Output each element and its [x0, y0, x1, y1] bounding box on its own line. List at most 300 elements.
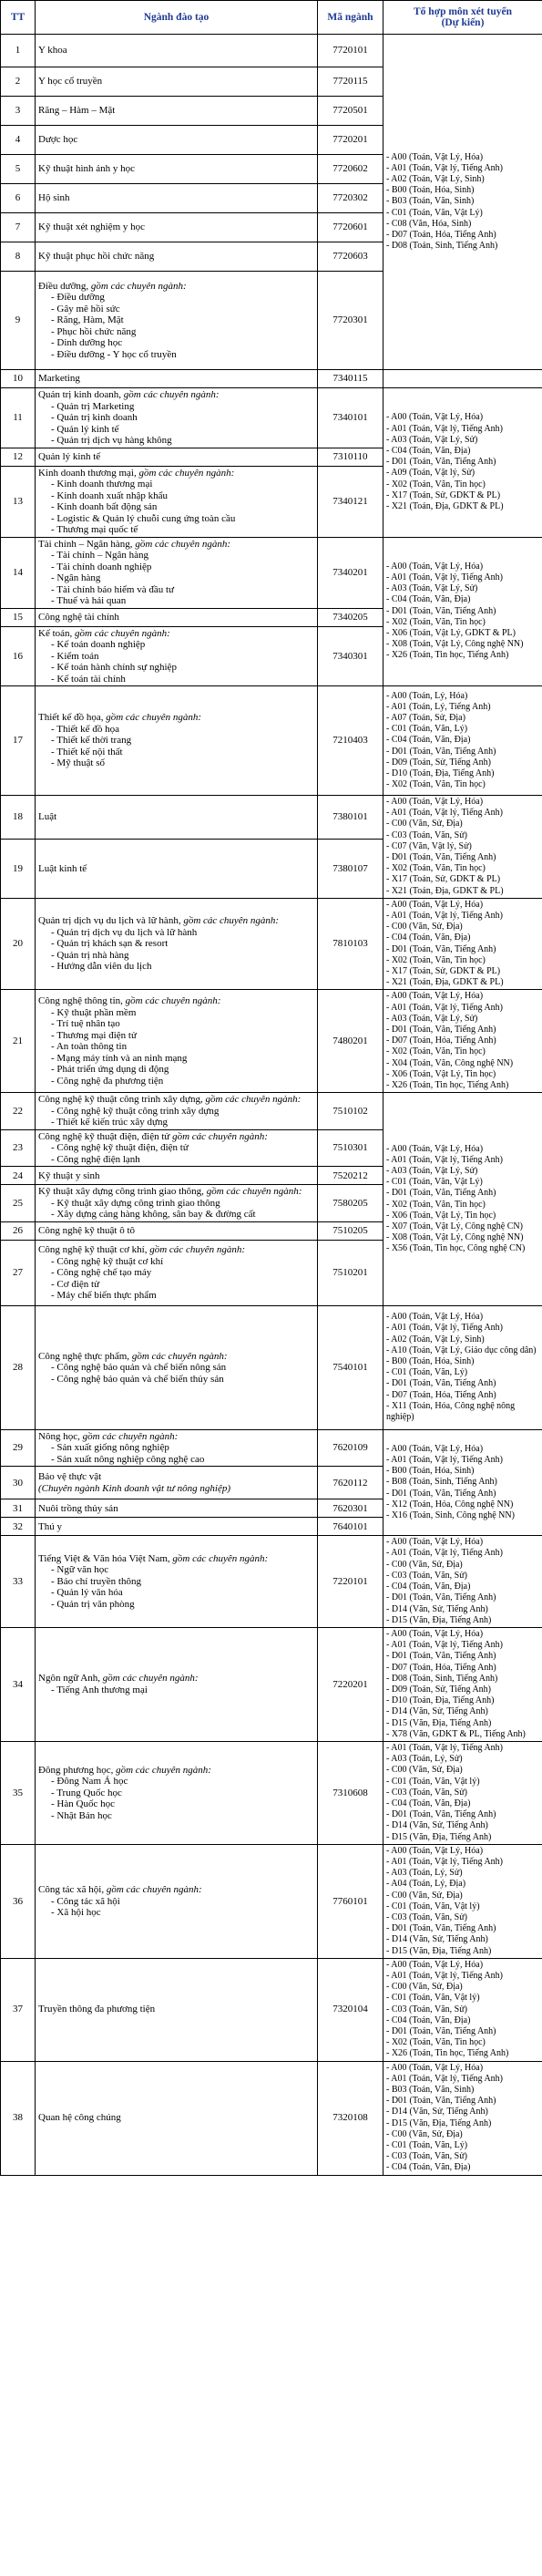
program-cell	[36, 35, 318, 67]
row-number: 20	[1, 898, 36, 990]
program-title-line	[38, 612, 314, 623]
program-cell	[36, 126, 318, 155]
program-cell	[36, 370, 318, 388]
specialization-item: - Công nghệ chế tạo máy	[38, 1267, 314, 1279]
program-cell	[36, 1167, 318, 1185]
row-number: 19	[1, 840, 36, 898]
program-title-line	[38, 1186, 314, 1198]
specialization-item: - Thương mại điện tử	[38, 1030, 314, 1042]
specialization-item: - Gây mê hồi sức	[38, 304, 314, 315]
specialization-item: - Hàn Quốc học	[38, 1798, 314, 1810]
program-title-line	[38, 1431, 314, 1443]
program-title-line	[38, 1553, 314, 1565]
program-code: 7380101	[318, 796, 383, 840]
program-code: 7520212	[318, 1167, 383, 1185]
specialization-item: - Nhật Bản học	[38, 1810, 314, 1822]
row-number: 15	[1, 608, 36, 626]
subject-combinations: - A00 (Toán, Vật Lý, Hóa) - A01 (Toán, Vật lý, Tiếng Anh) - B00 (Toán, Hóa, Sinh) - B08 (Toán, Sinh, Tiếng Anh) - D01 (Toán, Văn, Tiếng Anh) - X12 (Toán, Hóa, Công nghệ NN) - X16 (Toán, Sinh, Công nghệ NN)	[383, 1429, 542, 1536]
specialization-item: - Điều dưỡng	[38, 292, 314, 304]
specialization-item: - Ngữ văn học	[38, 1564, 314, 1576]
specialization-item: - Kinh doanh bất động sản	[38, 501, 314, 513]
row-number: 23	[1, 1129, 36, 1167]
program-code: 7760101	[318, 1844, 383, 1958]
specialization-item: - Thiết kế thời trang	[38, 735, 314, 747]
program-cell	[36, 1627, 318, 1741]
program-subtitle: gồm các chuyên ngành:	[106, 712, 202, 724]
program-code: 7480201	[318, 990, 383, 1093]
specialization-item: - Thiết kế kiến trúc xây dựng	[38, 1117, 314, 1128]
table-row	[1, 1305, 542, 1429]
specialization-item: - Sản xuất nông nghiệp công nghệ cao	[38, 1454, 314, 1466]
subject-combinations: - A00 (Toán, Vật Lý, Hóa) - A01 (Toán, Vật lý, Tiếng Anh) - C00 (Văn, Sử, Địa) - C03 (Toán, Văn, Sử) - C04 (Toán, Văn, Địa) - D01 (Toán, Văn, Tiếng Anh) - D14 (Văn, Sử, Tiếng Anh) - D15 (Văn, Địa, Tiếng Anh)	[383, 1536, 542, 1628]
row-number: 38	[1, 2061, 36, 2175]
program-title-line	[38, 995, 314, 1007]
row-number: 35	[1, 1741, 36, 1844]
program-cell	[36, 1221, 318, 1240]
program-cell	[36, 388, 318, 448]
subject-combinations: - A00 (Toán, Lý, Hóa) - A01 (Toán, Lý, Tiếng Anh) - A07 (Toán, Sử, Địa) - C01 (Toán, Văn, Lý) - C04 (Toán, Văn, Địa) - D01 (Toán, Văn, Tiếng Anh) - D09 (Toán, Sử, Tiếng Anh) - D10 (Toán, Địa, Tiếng Anh) - X02 (Toán, Văn, Tin học)	[383, 686, 542, 796]
row-number: 22	[1, 1093, 36, 1130]
table-row	[1, 1741, 542, 1844]
program-cell	[36, 1741, 318, 1844]
program-title: Kỹ thuật xét nghiệm y học	[38, 222, 146, 233]
specialization-item: - Thương mại quốc tế	[38, 524, 314, 536]
program-subtitle: gồm các chuyên ngành:	[82, 1430, 179, 1442]
specialization-item: - Điều dưỡng - Y học cổ truyền	[38, 349, 314, 361]
program-title: Kế toán,	[38, 627, 76, 639]
program-title: Quan hệ công chúng	[38, 2112, 121, 2124]
program-code: 7720302	[318, 184, 383, 213]
program-title-line	[38, 1884, 314, 1896]
program-title-line	[38, 76, 314, 88]
row-number: 10	[1, 370, 36, 388]
specialization-item: - Thiết kế đồ họa	[38, 724, 314, 736]
row-number: 34	[1, 1627, 36, 1741]
specialization-item: - Xây dựng cảng hàng không, sân bay & đường cất	[38, 1209, 314, 1221]
program-cell	[36, 1185, 318, 1222]
program-subtitle: gồm các chuyên ngành:	[123, 389, 220, 400]
program-subtitle: gồm các chuyên ngành:	[125, 995, 221, 1007]
specialization-item: - Quản trị khách sạn & resort	[38, 938, 314, 950]
row-number: 18	[1, 796, 36, 840]
program-title-line	[38, 1170, 314, 1182]
program-cell	[36, 840, 318, 898]
program-code: 7340205	[318, 608, 383, 626]
program-code: 7510201	[318, 1240, 383, 1305]
program-code: 7720201	[318, 126, 383, 155]
subject-combinations: - A00 (Toán, Vật Lý, Hóa) - A01 (Toán, Vật lý, Tiếng Anh) - C00 (Văn, Sử, Địa) - C04 (Toán, Văn, Địa) - D01 (Toán, Văn, Tiếng Anh) - X02 (Toán, Văn, Tin học) - X17 (Toán, Sử, GDKT & PL) - X21 (Toán, Địa, GDKT & PL)	[383, 898, 542, 990]
specialization-item: - Kế toán doanh nghiệp	[38, 639, 314, 651]
row-number: 4	[1, 126, 36, 155]
row-number: 27	[1, 1240, 36, 1305]
table-row	[1, 796, 542, 840]
program-title-line	[38, 712, 314, 724]
program-title: Kỹ thuật phục hồi chức năng	[38, 251, 155, 263]
program-title-line	[38, 2004, 314, 2015]
program-title: Thú y	[38, 1520, 62, 1532]
specialization-item: - Quản trị kinh doanh	[38, 412, 314, 424]
program-title: Quản lý kinh tế	[38, 450, 101, 462]
specialization-item: - Kiểm toán	[38, 651, 314, 663]
row-number: 9	[1, 272, 36, 370]
program-cell	[36, 2061, 318, 2175]
table-row	[1, 370, 542, 388]
program-code: 7220201	[318, 1627, 383, 1741]
table-row	[1, 1536, 542, 1628]
program-title: Y khoa	[38, 45, 67, 57]
program-cell	[36, 242, 318, 272]
table-row	[1, 1627, 542, 1741]
program-cell	[36, 67, 318, 97]
row-number: 33	[1, 1536, 36, 1628]
program-cell	[36, 184, 318, 213]
specialization-item: - Trí tuệ nhân tạo	[38, 1018, 314, 1030]
program-title-line	[38, 1521, 314, 1533]
specialization-item: - Công nghệ kỹ thuật điện, điện tử	[38, 1142, 314, 1154]
program-code: 7640101	[318, 1518, 383, 1536]
specialization-item: - Quản trị Marketing	[38, 401, 314, 413]
specialization-item: - Phục hồi chức năng	[38, 326, 314, 338]
program-cell	[36, 686, 318, 796]
specialization-item: - Kỹ thuật xây dựng công trình giao thông	[38, 1198, 314, 1210]
row-number: 25	[1, 1185, 36, 1222]
specialization-item: - Quản lý văn hóa	[38, 1587, 314, 1599]
program-title: Dược học	[38, 134, 78, 146]
table-row	[1, 1844, 542, 1958]
specialization-item: - Máy chế biến thực phẩm	[38, 1290, 314, 1302]
program-code: 7720601	[318, 213, 383, 242]
table-row	[1, 2061, 542, 2175]
program-title-line	[38, 1471, 314, 1483]
program-subtitle: gồm các chuyên ngành:	[106, 1884, 202, 1896]
program-code: 7720602	[318, 155, 383, 184]
row-number: 29	[1, 1429, 36, 1467]
table-row	[1, 1429, 542, 1467]
program-cell	[36, 272, 318, 370]
row-number: 32	[1, 1518, 36, 1536]
program-code: 7620301	[318, 1499, 383, 1518]
program-code: 7620109	[318, 1429, 383, 1467]
program-title: Điều dưỡng,	[38, 280, 91, 292]
program-title: Kỹ thuật xây dựng công trình giao thông,	[38, 1186, 207, 1198]
specialization-item: - Kinh doanh xuất nhập khẩu	[38, 490, 314, 502]
program-title-line	[38, 134, 314, 146]
program-title-line	[38, 468, 314, 479]
program-code: 7540101	[318, 1305, 383, 1429]
program-code: 7340201	[318, 537, 383, 608]
program-title: Quản trị dịch vụ du lịch và lữ hành,	[38, 915, 184, 927]
program-title: Công nghệ kỹ thuật điện, điện tử	[38, 1130, 173, 1142]
row-number: 6	[1, 184, 36, 213]
program-title: Truyền thông đa phương tiện	[38, 2004, 156, 2015]
specialization-item: - Dinh dưỡng học	[38, 337, 314, 349]
table-row	[1, 388, 542, 448]
specialization-item: - An toàn thông tin	[38, 1041, 314, 1053]
program-cell	[36, 1536, 318, 1628]
program-subtitle: gồm các chuyên ngành:	[138, 467, 235, 479]
header-tt: TT	[1, 1, 36, 35]
program-code: 7340301	[318, 626, 383, 686]
program-subtitle: gồm các chuyên ngành:	[90, 280, 187, 292]
program-code: 7620112	[318, 1467, 383, 1499]
program-cell	[36, 1240, 318, 1305]
program-cell	[36, 898, 318, 990]
program-title: Quản trị kinh doanh,	[38, 389, 124, 400]
row-number: 11	[1, 388, 36, 448]
row-number: 37	[1, 1958, 36, 2061]
subject-combinations: - A00 (Toán, Vật Lý, Hóa) - A01 (Toán, Vật lý, Tiếng Anh) - D01 (Toán, Văn, Tiếng Anh) - D07 (Toán, Hóa, Tiếng Anh) - D08 (Toán, Sinh, Tiếng Anh) - D09 (Toán, Sử, Tiếng Anh) - D10 (Toán, Địa, Tiếng Anh) - D14 (Văn, Sử, Tiếng Anh) - D15 (Văn, Địa, Tiếng Anh) - X78 (Văn, GDKT & PL, Tiếng Anh)	[383, 1627, 542, 1741]
program-code: 7210403	[318, 686, 383, 796]
subject-combinations: - A00 (Toán, Vật Lý, Hóa) - A01 (Toán, Vật lý, Tiếng Anh) - C00 (Văn, Sử, Địa) - C01 (Toán, Văn, Vật lý) - C03 (Toán, Văn, Sử) - C04 (Toán, Văn, Địa) - D01 (Toán, Văn, Tiếng Anh) - X02 (Toán, Văn, Tin học) - X26 (Toán, Tin học, Tiếng Anh)	[383, 1958, 542, 2061]
specialization-item: - Tài chính doanh nghiệp	[38, 562, 314, 573]
program-title: Công tác xã hội,	[38, 1884, 107, 1896]
program-cell	[36, 1518, 318, 1536]
program-code: 7510205	[318, 1221, 383, 1240]
specialization-item: - Công nghệ bảo quản và chế biến nông sản	[38, 1362, 314, 1374]
program-subtitle: gồm các chuyên ngành:	[131, 1350, 228, 1362]
program-subtitle: gồm các chuyên ngành:	[102, 1673, 199, 1685]
program-code: 7720115	[318, 67, 383, 97]
specialization-item: - Quản trị văn phòng	[38, 1599, 314, 1611]
program-cell	[36, 448, 318, 466]
specialization-item: - Tài chính – Ngân hàng	[38, 550, 314, 562]
specialization-item: - Báo chí truyền thông	[38, 1576, 314, 1588]
specialization-item: - Công nghệ kỹ thuật cơ khí	[38, 1256, 314, 1268]
row-number: 24	[1, 1167, 36, 1185]
specialization-item: - Quản trị nhà hàng	[38, 950, 314, 962]
row-number: 13	[1, 466, 36, 537]
table-row	[1, 990, 542, 1093]
program-subtitle: gồm các chuyên ngành:	[135, 538, 231, 550]
program-title-line	[38, 251, 314, 263]
program-code: 7340101	[318, 388, 383, 448]
specialization-item: - Quản trị dịch vụ du lịch và lữ hành	[38, 927, 314, 939]
specialization-item: - Công nghệ bảo quản và chế biến thủy sản	[38, 1374, 314, 1386]
header-program: Ngành đào tạo	[36, 1, 318, 35]
row-number: 17	[1, 686, 36, 796]
program-code: 7580205	[318, 1185, 383, 1222]
program-cell	[36, 626, 318, 686]
program-title: Tiếng Việt & Văn hóa Việt Nam,	[38, 1552, 173, 1564]
program-title: Công nghệ tài chính	[38, 611, 119, 623]
program-title: Luật kinh tế	[38, 862, 87, 874]
table-row	[1, 686, 542, 796]
program-code: 7510301	[318, 1129, 383, 1167]
program-title: Tài chính – Ngân hàng,	[38, 538, 136, 550]
row-number: 21	[1, 990, 36, 1093]
specialization-item: - Quản lý kinh tế	[38, 424, 314, 436]
row-number: 12	[1, 448, 36, 466]
program-cell	[36, 1093, 318, 1130]
program-code: 7320108	[318, 2061, 383, 2175]
specialization-item: - Kế toán hành chính sự nghiệp	[38, 662, 314, 674]
row-number: 30	[1, 1467, 36, 1499]
program-cell	[36, 1958, 318, 2061]
specialization-item: - Mỹ thuật số	[38, 757, 314, 769]
program-title: Nuôi trồng thủy sản	[38, 1502, 118, 1514]
specialization-item: - Logistic & Quản lý chuỗi cung ứng toàn cầu	[38, 513, 314, 525]
row-number: 31	[1, 1499, 36, 1518]
program-cell	[36, 1129, 318, 1167]
program-cell	[36, 155, 318, 184]
program-subtitle: gồm các chuyên ngành:	[75, 627, 170, 639]
program-subtitle: gồm các chuyên ngành:	[172, 1130, 268, 1142]
row-number: 5	[1, 155, 36, 184]
specialization-item: - Đông Nam Á học	[38, 1776, 314, 1788]
row-number: 7	[1, 213, 36, 242]
program-code: 7340121	[318, 466, 383, 537]
header-code: Mã ngành	[318, 1, 383, 35]
table-row	[1, 1958, 542, 2061]
program-cell	[36, 1467, 318, 1499]
row-number: 2	[1, 67, 36, 97]
program-title: Y học cổ truyền	[38, 76, 103, 88]
table-header-row	[1, 1, 542, 35]
program-title: Công nghệ thực phẩm,	[38, 1350, 132, 1362]
row-number: 28	[1, 1305, 36, 1429]
specialization-item: - Công tác xã hội	[38, 1896, 314, 1908]
program-title-line	[38, 811, 314, 823]
program-subtitle: gồm các chuyên ngành:	[183, 915, 280, 927]
program-title-line	[38, 222, 314, 233]
row-number: 26	[1, 1221, 36, 1240]
program-title-line	[38, 451, 314, 463]
program-code: 7720501	[318, 97, 383, 126]
program-code: 7720101	[318, 35, 383, 67]
specialization-item: - Kỹ thuật phần mềm	[38, 1007, 314, 1019]
specialization-item: - Kế toán tài chính	[38, 674, 314, 685]
program-code: 7510102	[318, 1093, 383, 1130]
program-title: Công nghệ thông tin,	[38, 995, 126, 1007]
specialization-item: - Ngân hàng	[38, 572, 314, 584]
specialization-item: - Thuế và hải quan	[38, 595, 314, 607]
program-subtitle: gồm các chuyên ngành:	[205, 1094, 302, 1106]
program-title-line	[38, 539, 314, 551]
program-cell	[36, 608, 318, 626]
program-title-line	[38, 1765, 314, 1777]
program-subtitle: gồm các chuyên ngành:	[149, 1244, 246, 1256]
specialization-item: - Tiếng Anh thương mại	[38, 1685, 314, 1696]
program-title: Công nghệ kỹ thuật cơ khí,	[38, 1244, 150, 1256]
table-row	[1, 1093, 542, 1130]
program-title: Kỹ thuật y sinh	[38, 1170, 100, 1181]
program-title-line	[38, 1673, 314, 1685]
program-cell	[36, 537, 318, 608]
program-title: Thiết kế đồ họa,	[38, 712, 107, 724]
program-cell	[36, 796, 318, 840]
program-cell	[36, 1499, 318, 1518]
program-subtitle: gồm các chuyên ngành:	[116, 1764, 211, 1776]
specialization-item: - Phát triển ứng dụng di động	[38, 1064, 314, 1076]
subject-combinations: - A00 (Toán, Vật Lý, Hóa) - A01 (Toán, Vật lý, Tiếng Anh) - A03 (Toán, Vật Lý, Sử) - C04 (Toán, Văn, Địa) - D01 (Toán, Văn, Tiếng Anh) - A09 (Toán, Vật lý, Sử) - X02 (Toán, Văn, Tin học) - X17 (Toán, Sử, GDKT & PL) - X21 (Toán, Địa, GDKT & PL)	[383, 388, 542, 538]
specialization-item: - Xã hội học	[38, 1907, 314, 1919]
program-title-line	[38, 373, 314, 385]
program-subtitle: gồm các chuyên ngành:	[172, 1552, 269, 1564]
program-title-line	[38, 628, 314, 640]
program-title-line	[38, 192, 314, 204]
program-title: Luật	[38, 811, 57, 823]
program-title: Công nghệ kỹ thuật ô tô	[38, 1225, 136, 1237]
program-subtitle: gồm các chuyên ngành:	[206, 1186, 302, 1198]
program-note: (Chuyên ngành Kinh doanh vật tư nông nghiệp)	[38, 1482, 231, 1494]
subject-combinations-empty	[383, 370, 542, 388]
specialization-item: - Kinh doanh thương mại	[38, 479, 314, 490]
program-title: Nông học,	[38, 1430, 83, 1442]
program-code: 7720301	[318, 272, 383, 370]
program-cell	[36, 466, 318, 537]
program-code: 7310110	[318, 448, 383, 466]
row-number: 36	[1, 1844, 36, 1958]
table-row	[1, 898, 542, 990]
program-title-line	[38, 1094, 314, 1106]
specialization-item: - Thiết kế nội thất	[38, 747, 314, 758]
row-number: 14	[1, 537, 36, 608]
program-code: 7340115	[318, 370, 383, 388]
specialization-item: - Công nghệ kỹ thuật công trình xây dựng	[38, 1106, 314, 1118]
program-title: Răng – Hàm – Mặt	[38, 105, 116, 117]
subject-combinations: - A00 (Toán, Vật Lý, Hóa) - A01 (Toán, Vật lý, Tiếng Anh) - A03 (Toán, Vật Lý, Sử) - D01 (Toán, Văn, Tiếng Anh) - D07 (Toán, Hóa, Tiếng Anh) - X02 (Toán, Văn, Tin học) - X04 (Toán, Văn, Công nghệ NN) - X06 (Toán, Vật Lý, Tin học) - X26 (Toán, Tin học, Tiếng Anh)	[383, 990, 542, 1093]
program-title-line	[38, 389, 314, 401]
program-code: 7220101	[318, 1536, 383, 1628]
program-title-line	[38, 163, 314, 175]
program-title-line	[38, 1351, 314, 1363]
specialization-item: - Tài chính bảo hiểm và đầu tư	[38, 584, 314, 596]
row-number: 3	[1, 97, 36, 126]
table-row	[1, 35, 542, 67]
program-code: 7320104	[318, 1958, 383, 2061]
program-title-line	[38, 45, 314, 57]
row-number: 16	[1, 626, 36, 686]
program-title-line	[38, 915, 314, 927]
subject-combinations: - A00 (Toán, Vật Lý, Hóa) - A01 (Toán, Vật lý, Tiếng Anh) - A03 (Toán, Vật Lý, Sử) - C01 (Toán, Văn, Vật Lý) - D01 (Toán, Văn, Tiếng Anh) - X02 (Toán, Văn, Tin học) - X06 (Toán, Vật Lý, Tin học) - X07 (Toán, Vật Lý, Công nghệ CN) - X08 (Toán, Vật Lý, Công nghệ NN) - X56 (Toán, Tin học, Công nghệ CN)	[383, 1093, 542, 1306]
specialization-item: - Công nghệ đa phương tiện	[38, 1076, 314, 1087]
program-cell	[36, 1305, 318, 1429]
program-code: 7720603	[318, 242, 383, 272]
subject-combinations: - A00 (Toán, Vật Lý, Hóa) - A01 (Toán, Vật lý, Tiếng Anh) - C00 (Văn, Sử, Địa) - C03 (Toán, Văn, Sử) - C07 (Văn, Vật lý, Sử) - D01 (Toán, Văn, Tiếng Anh) - X02 (Toán, Văn, Tin học) - X17 (Toán, Sử, GDKT & PL) - X21 (Toán, Địa, GDKT & PL)	[383, 796, 542, 899]
program-code: 7380107	[318, 840, 383, 898]
program-cell	[36, 990, 318, 1093]
program-title-line	[38, 863, 314, 875]
program-cell	[36, 213, 318, 242]
program-cell	[36, 1844, 318, 1958]
program-title-line	[38, 281, 314, 293]
program-title-line	[38, 2112, 314, 2124]
program-title-line	[38, 1244, 314, 1256]
program-cell	[36, 97, 318, 126]
program-title-line	[38, 1225, 314, 1237]
header-combos: Tổ hợp môn xét tuyển (Dự kiến)	[383, 1, 542, 35]
program-title: Bảo vệ thực vật	[38, 1471, 102, 1483]
specialization-item: - Công nghệ điện lạnh	[38, 1154, 314, 1166]
subject-combinations: - A00 (Toán, Vật Lý, Hóa) - A01 (Toán, Vật lý, Tiếng Anh) - A02 (Toán, Vật Lý, Sinh) - B00 (Toán, Hóa, Sinh) - B03 (Toán, Văn, Sinh) - C01 (Toán, Văn, Vật Lý) - C08 (Văn, Hóa, Sinh) - D07 (Toán, Hóa, Tiếng Anh) - D08 (Toán, Sinh, Tiếng Anh)	[383, 35, 542, 370]
specialization-item: - Mạng máy tính và an ninh mạng	[38, 1053, 314, 1065]
subject-combinations: - A00 (Toán, Vật Lý, Hóa) - A01 (Toán, Vật lý, Tiếng Anh) - A03 (Toán, Vật Lý, Sử) - C04 (Toán, Văn, Địa) - D01 (Toán, Văn, Tiếng Anh) - X02 (Toán, Văn, Tin học) - X06 (Toán, Vật Lý, GDKT & PL) - X08 (Toán, Vật Lý, Công nghệ NN) - X26 (Toán, Tin học, Tiếng Anh)	[383, 537, 542, 686]
table-row	[1, 537, 542, 608]
specialization-item: - Hướng dẫn viên du lịch	[38, 961, 314, 973]
program-code: 7810103	[318, 898, 383, 990]
subject-combinations: - A00 (Toán, Vật Lý, Hóa) - A01 (Toán, Vật lý, Tiếng Anh) - A03 (Toán, Lý, Sử) - A04 (Toán, Lý, Địa) - C00 (Văn, Sử, Địa) - C01 (Toán, Văn, Vật lý) - C03 (Toán, Văn, Sử) - D01 (Toán, Văn, Tiếng Anh) - D14 (Văn, Sử, Tiếng Anh) - D15 (Văn, Địa, Tiếng Anh)	[383, 1844, 542, 1958]
specialization-item: - Quản trị dịch vụ hàng không	[38, 435, 314, 447]
row-number: 1	[1, 35, 36, 67]
program-title: Marketing	[38, 373, 80, 385]
program-code: 7310608	[318, 1741, 383, 1844]
program-title: Kỹ thuật hình ảnh y học	[38, 163, 136, 175]
program-title-line	[38, 105, 314, 117]
specialization-item: - Trung Quốc học	[38, 1788, 314, 1799]
row-number: 8	[1, 242, 36, 272]
subject-combinations: - A00 (Toán, Vật Lý, Hóa) - A01 (Toán, Vật lý, Tiếng Anh) - A02 (Toán, Vật Lý, Sinh) - A10 (Toán, Vật Lý, Giáo dục công dân) - B00 (Toán, Hóa, Sinh) - C01 (Toán, Văn, Lý) - D01 (Toán, Văn, Tiếng Anh) - D07 (Toán, Hóa, Tiếng Anh) - X11 (Toán, Hóa, Công nghệ nông nghiệp)	[383, 1305, 542, 1429]
program-title: Ngôn ngữ Anh,	[38, 1673, 103, 1685]
